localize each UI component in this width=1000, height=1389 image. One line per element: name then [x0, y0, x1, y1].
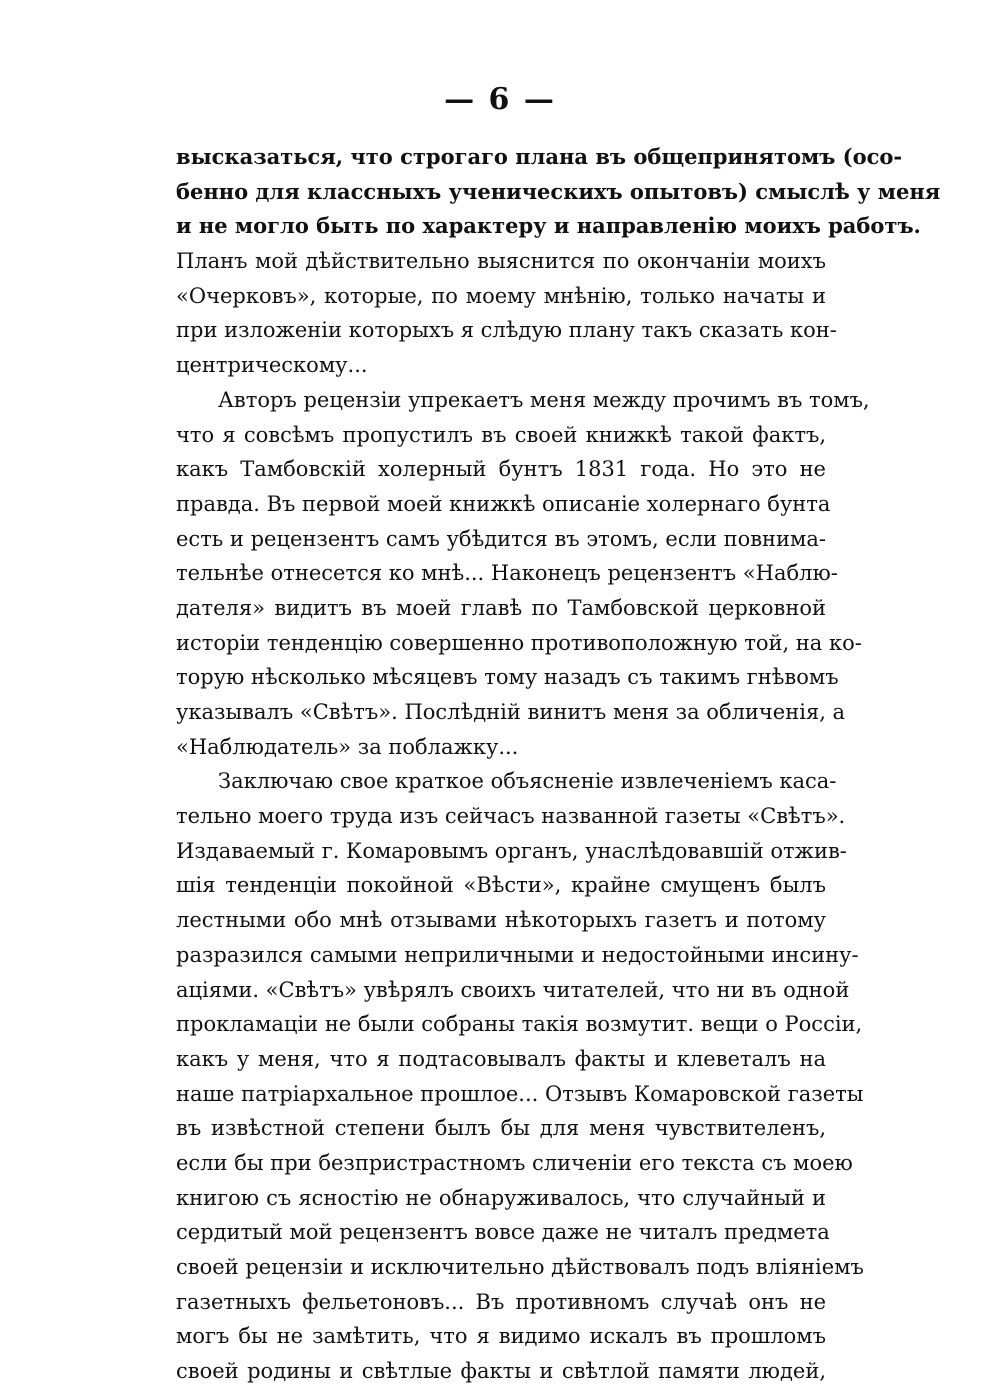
text-line: и не могло быть по характеру и направленію моихъ работъ. — [176, 213, 921, 239]
text-line: что я совсѣмъ пропустилъ въ своей книжкѣ такой фактъ, — [176, 422, 826, 447]
text-line: указывалъ «Свѣтъ». Послѣдній винитъ меня за обличенія, а — [176, 700, 846, 724]
text-line: Заключаю свое краткое объясненіе извлеченіемъ каса- — [218, 769, 837, 794]
text-line: правда. Въ первой моей книжкѣ описаніе холернаго бунта — [176, 491, 831, 516]
text-line: лестными обо мнѣ отзывами нѣкоторыхъ газетъ и потому — [176, 908, 826, 933]
text-line: если бы при безпристрастномъ сличеніи его текста съ моею — [176, 1150, 853, 1175]
text-line: торую нѣсколько мѣсяцевъ тому назадъ съ такимъ гнѣвомъ — [176, 665, 839, 690]
text-line: Авторъ рецензіи упрекаетъ меня между прочимъ въ томъ, — [218, 387, 870, 412]
text-line: «Очерковъ», которые, по моему мнѣнію, только начаты и — [176, 283, 826, 308]
text-line: Планъ мой дѣйствительно выяснится по окончаніи моихъ — [176, 249, 826, 274]
text-line: «Наблюдатель» за поблажку... — [176, 734, 519, 759]
text-line: Издаваемый г. Комаровымъ органъ, унаслѣдовавшій отжив- — [176, 838, 847, 863]
text-line: аціями. «Свѣтъ» увѣрялъ своихъ читателей, что ни въ одной — [176, 977, 850, 1002]
text-line: тельно моего труда изъ сейчасъ названной газеты «Свѣтъ». — [176, 804, 846, 829]
text-line: книгою съ ясностію не обнаруживалось, что случайный и — [176, 1185, 826, 1210]
text-line: своей рецензіи и исключительно дѣйствовалъ подъ вліяніемъ — [176, 1255, 864, 1279]
text-line: бенно для классныхъ ученическихъ опытовъ) смыслѣ у меня — [176, 178, 941, 204]
text-line: высказаться, что строгаго плана въ общепринятомъ (осо- — [176, 144, 903, 169]
text-line: шія тенденціи покойной «Вѣсти», крайне смущенъ былъ — [176, 873, 826, 898]
text-line: исторіи тенденцію совершенно противоположную той, на ко- — [176, 630, 862, 655]
text-line: сердитый мой рецензентъ вовсе даже не читалъ предмета — [176, 1220, 830, 1245]
text-line: при изложеніи которыхъ я слѣдую плану такъ сказать кон- — [176, 318, 837, 343]
text-line: своей родины и свѣтлые факты и свѣтлой памяти людей, — [176, 1359, 826, 1384]
text-line: дателя» видитъ въ моей главѣ по Тамбовской церковной — [176, 595, 826, 620]
text-line: разразился самыми неприличными и недостойными инсину- — [176, 942, 859, 967]
text-line: прокламаціи не были собраны такія возмутит. вещи о Россіи, — [176, 1012, 863, 1037]
text-line: какъ Тамбовскій холерный бунтъ 1831 года. Но это не — [176, 457, 826, 482]
body-text — [176, 140, 941, 1389]
page-number: — 6 — — [444, 82, 556, 117]
text-line: тельнѣе отнесется ко мнѣ... Наконецъ рецензентъ «Наблю- — [176, 561, 838, 586]
text-line: въ извѣстной степени былъ бы для меня чувствителенъ, — [176, 1116, 826, 1141]
text-line: есть и рецензентъ самъ убѣдится въ этомъ, если повнима- — [176, 526, 826, 551]
text-line: центрическому... — [176, 353, 368, 378]
text-line: могъ бы не замѣтить, что я видимо искалъ въ прошломъ — [176, 1324, 826, 1349]
text-line: какъ у меня, что я подтасовывалъ факты и клеветалъ на — [176, 1046, 826, 1071]
text-line: наше патріархальное прошлое... Отзывъ Комаровской газеты — [176, 1081, 864, 1106]
text-line: газетныхъ фельетоновъ... Въ противномъ случаѣ онъ не — [176, 1289, 826, 1314]
